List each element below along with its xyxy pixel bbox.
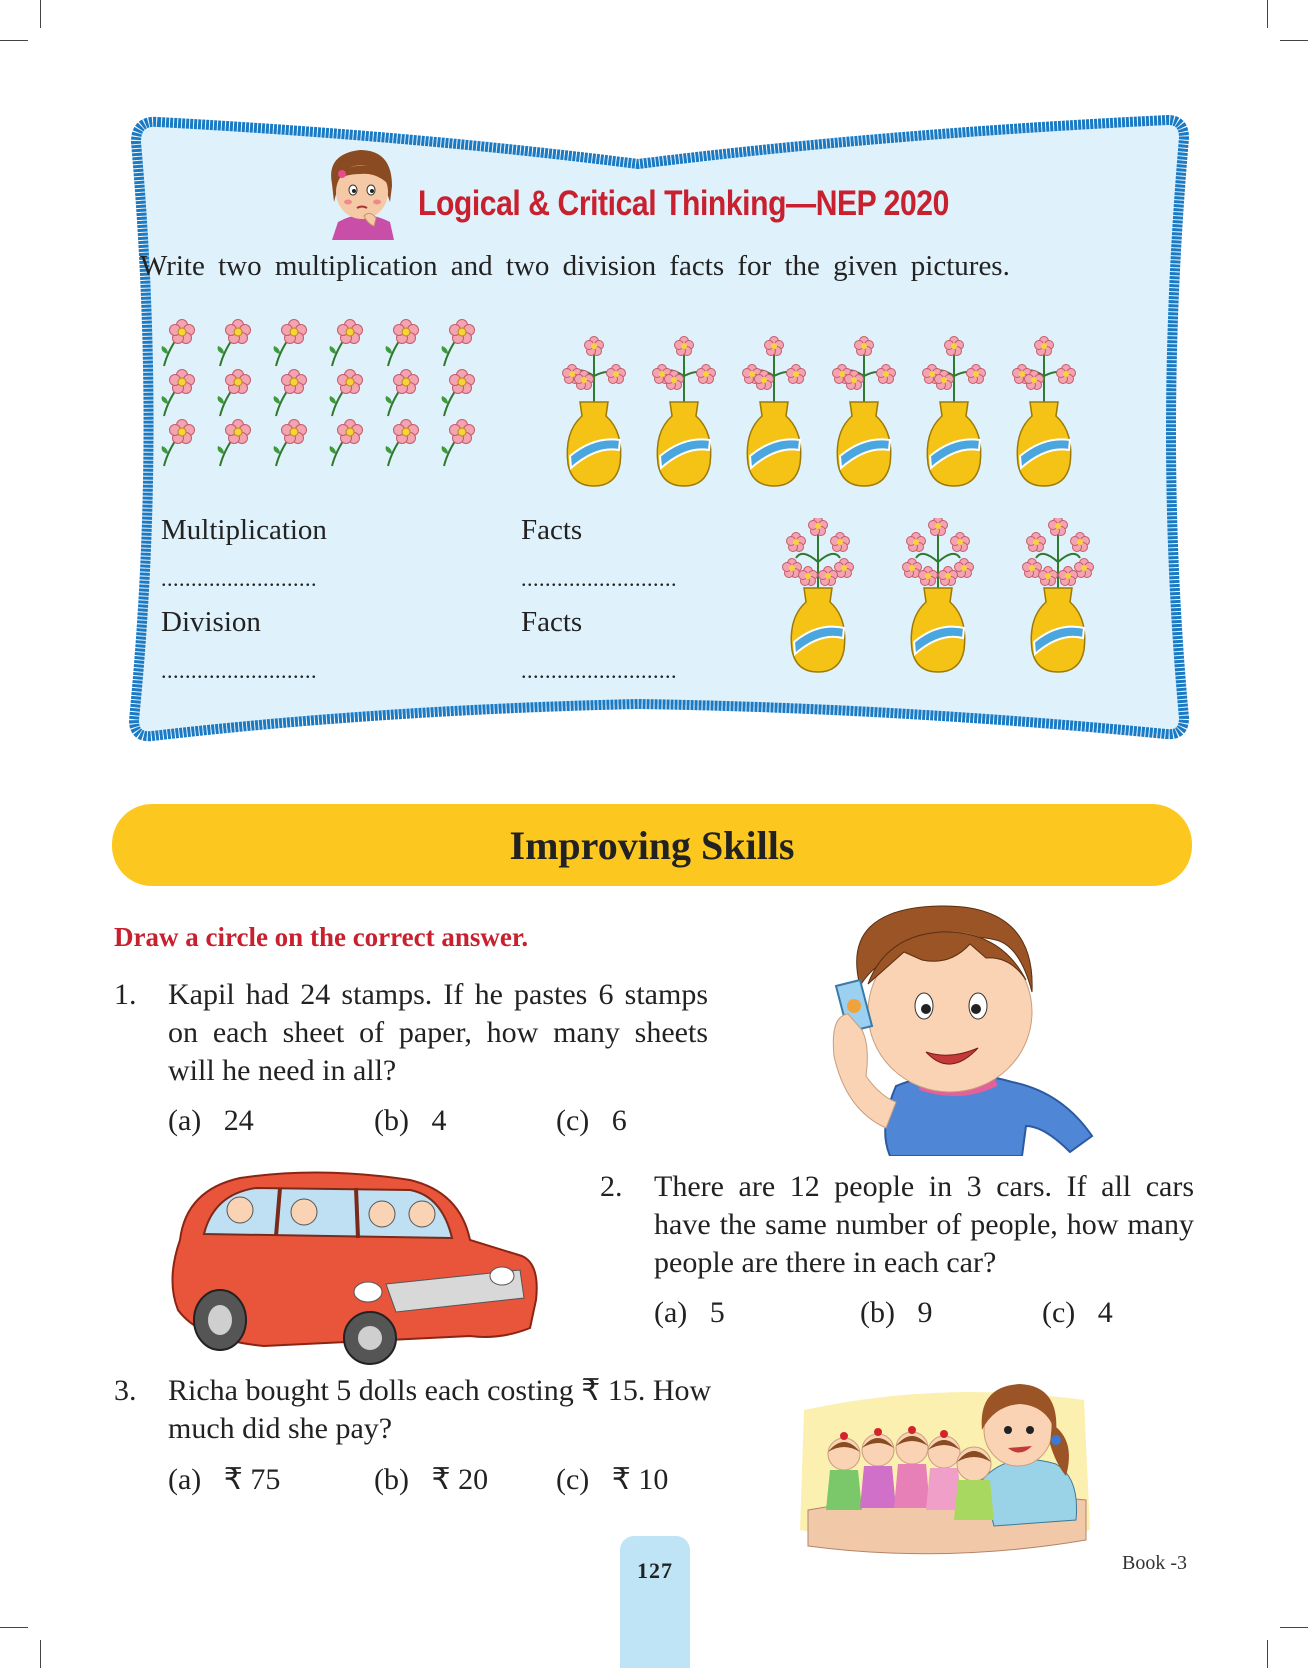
q1-option-a[interactable]: [168, 1104, 254, 1138]
option-value: ₹ 20: [431, 1463, 489, 1496]
option-label: (a): [168, 1104, 202, 1137]
directive-text: Draw a circle on the correct answer.: [114, 922, 529, 952]
crop-mark: [1280, 1627, 1308, 1628]
option-label: (c): [556, 1463, 590, 1496]
division-label: Division: [161, 606, 261, 638]
doll: [826, 1432, 862, 1510]
crop-mark: [1267, 1640, 1268, 1668]
book-label: Book -3: [1122, 1552, 1187, 1574]
question-number: 3.: [114, 1374, 137, 1407]
multiplication-blank-1[interactable]: ..........................: [161, 566, 317, 591]
facts-label-1: Facts: [521, 514, 583, 546]
question-text: There are 12 people in 3 cars. If all cars have the same number of people, how many people are there in each car?: [654, 1170, 1194, 1279]
improving-skills-banner: [112, 804, 1192, 886]
doll: [894, 1426, 930, 1508]
question-number: 1.: [114, 978, 137, 1011]
nep-instruction: Write two multiplication and two division facts for the given pictures.: [140, 250, 1010, 282]
flower-grid-illustration: [158, 318, 498, 478]
multiplication-label: Multiplication: [161, 514, 327, 546]
boy-with-stamp-illustration: [800, 896, 1100, 1156]
question-text: Richa bought 5 dolls each costing ₹ 15. How much did she pay?: [168, 1374, 712, 1445]
q3-option-c[interactable]: [556, 1462, 668, 1497]
option-value: 4: [431, 1104, 447, 1137]
three-vases-illustration: [778, 518, 1138, 688]
q1-option-b[interactable]: [374, 1104, 446, 1138]
q1-option-c[interactable]: [556, 1104, 627, 1138]
crop-mark: [0, 1627, 28, 1628]
page-number: 127: [637, 1558, 673, 1583]
q3-option-a[interactable]: [168, 1462, 280, 1497]
question-number: 2.: [600, 1170, 623, 1203]
page-number-tab: [620, 1536, 690, 1668]
question-2: [600, 1168, 1194, 1288]
option-value: ₹ 75: [223, 1463, 281, 1496]
division-blank-2[interactable]: ..........................: [521, 658, 677, 683]
doll: [954, 1447, 994, 1520]
q2-option-b[interactable]: [860, 1296, 932, 1330]
option-label: (c): [556, 1104, 590, 1137]
option-value: 4: [1097, 1296, 1113, 1329]
option-label: (b): [374, 1104, 409, 1137]
option-label: (b): [860, 1296, 895, 1329]
question-text: Kapil had 24 stamps. If he pastes 6 stamps on each sheet of paper, how many sheets will he need in all?: [168, 978, 708, 1087]
q2-option-c[interactable]: [1042, 1296, 1113, 1330]
banner-title: Improving Skills: [509, 822, 795, 868]
q2-option-a[interactable]: [654, 1296, 725, 1330]
thinking-girl-illustration: [320, 144, 406, 240]
red-car-illustration: [160, 1160, 540, 1370]
option-value: 24: [223, 1104, 254, 1137]
question-3: [114, 1372, 734, 1452]
nep-title: Logical & Critical Thinking—NEP 2020: [418, 184, 949, 223]
option-label: (c): [1042, 1296, 1076, 1329]
option-value: ₹ 10: [611, 1463, 669, 1496]
doll: [860, 1428, 896, 1508]
option-label: (a): [168, 1463, 202, 1496]
q3-option-b[interactable]: [374, 1462, 488, 1497]
option-value: 6: [611, 1104, 627, 1137]
crop-mark: [1280, 40, 1308, 41]
flower-row-3: [162, 420, 475, 467]
option-value: 5: [709, 1296, 725, 1329]
question-1: [114, 976, 708, 1096]
facts-label-2: Facts: [521, 606, 583, 638]
logical-thinking-box: [118, 108, 1198, 748]
option-value: 9: [917, 1296, 933, 1329]
crop-mark: [0, 40, 28, 41]
flower-row-1: [162, 320, 475, 367]
flower-row-2: [162, 370, 475, 417]
girl-with-dolls-illustration: [794, 1360, 1094, 1560]
crop-mark: [1267, 0, 1268, 28]
six-vases-illustration: [558, 336, 1118, 506]
option-label: (b): [374, 1463, 409, 1496]
crop-mark: [40, 0, 41, 28]
multiplication-blank-2[interactable]: ..........................: [521, 566, 677, 591]
division-blank-1[interactable]: ..........................: [161, 658, 317, 683]
crop-mark: [40, 1640, 41, 1668]
option-label: (a): [654, 1296, 688, 1329]
